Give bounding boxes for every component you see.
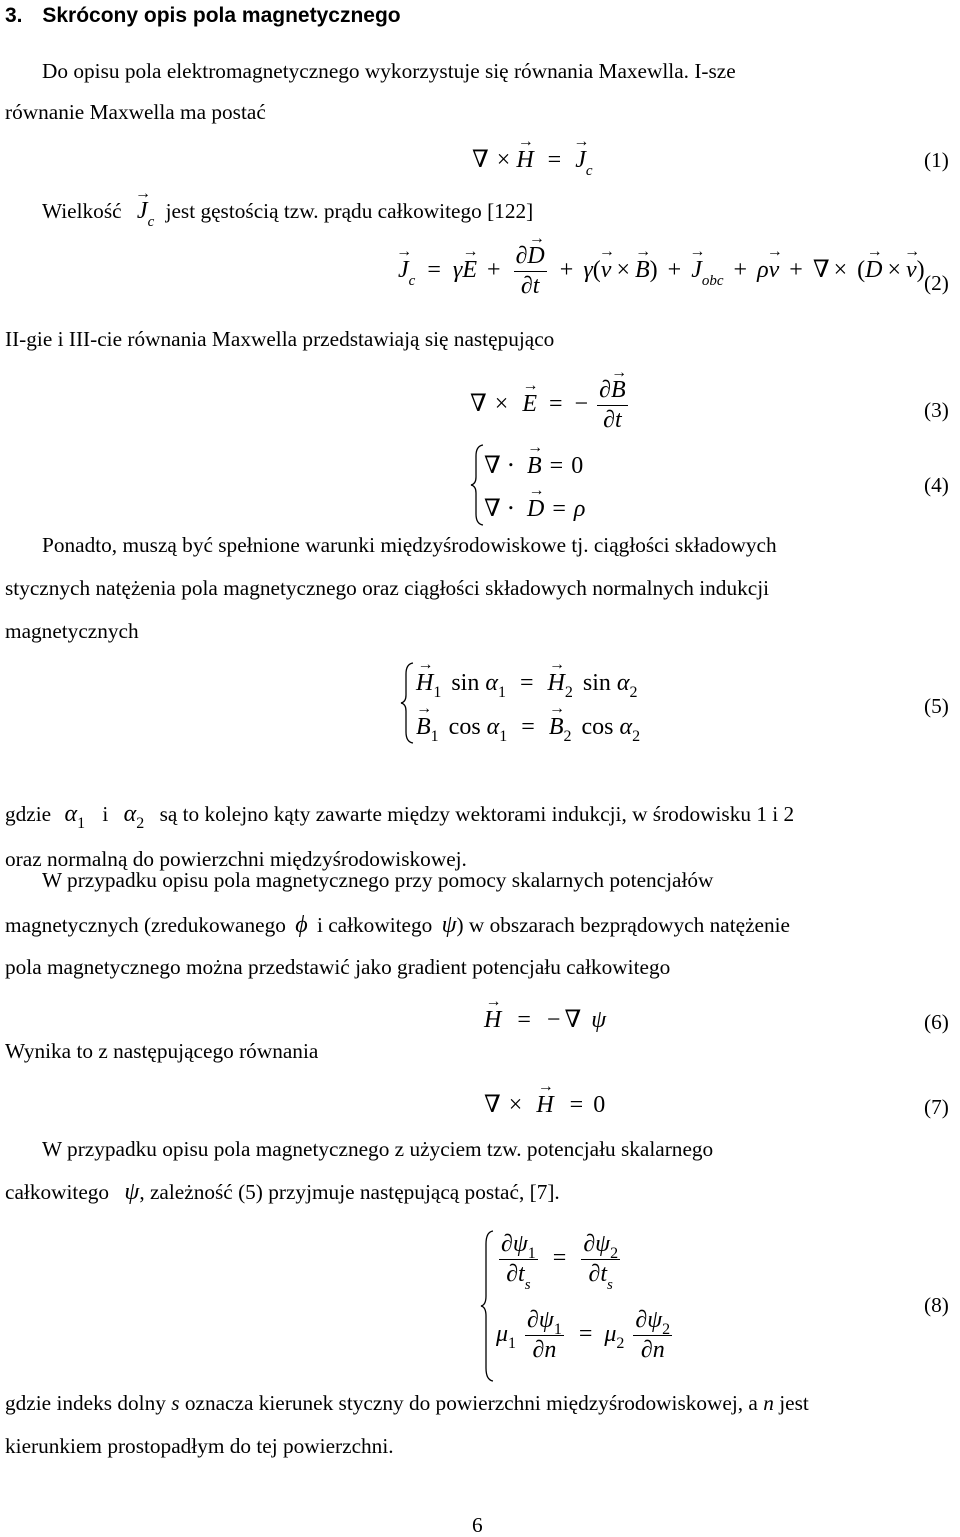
left-brace-icon <box>480 1230 494 1382</box>
equation-number: (4) <box>924 473 949 497</box>
paragraph-line: W przypadku opisu pola magnetycznego przy pomocy skalarnych potencjałów <box>42 868 714 892</box>
paragraph-line: równanie Maxwella ma postać <box>5 100 266 124</box>
equation-8b: $\mu_1$ $\frac{\partial\psi_1}{\partial n}$ = $\mu_2$ $\frac{\partial\psi_2}{\partial n}$ <box>496 1307 671 1364</box>
paragraph-line: Wielkość → $J_c$ jest gęstością tzw. prądu całkowitego [122] <box>42 199 533 223</box>
equation-4a: ∇ ⋅ → B = 0 <box>484 451 583 480</box>
section-title: Skrócony opis pola magnetycznego <box>42 4 401 27</box>
equation-5a: → $H_1$ $\sin \alpha_1$ = → $H_2$ $\sin \alpha_2$ <box>416 670 637 697</box>
paragraph-line: oraz normalną do powierzchni międzyśrodowiskowej. <box>5 847 467 871</box>
paragraph-line: stycznych natężenia pola magnetycznego oraz ciągłości składowych normalnych indukcji <box>5 576 770 600</box>
paragraph-line: gdzie indeks dolny s oznacza kierunek styczny do powierzchni międzyśrodowiskowej, a n jest <box>5 1391 809 1415</box>
paragraph-line: gdzie $\alpha_1$ i $\alpha_2$ są to kolejno kąty zawarte między wektorami indukcji, w środowisku 1 i 2 <box>5 801 795 832</box>
paragraph-line: magnetycznych <box>5 619 139 643</box>
paragraph-line: Do opisu pola elektromagnetycznego wykorzystuje się równania Maxewlla. I-sze <box>42 59 736 83</box>
equation-number: (7) <box>924 1095 949 1119</box>
section-heading <box>5 4 401 28</box>
paragraph-line: Wynika to z następującego równania <box>5 1039 319 1063</box>
left-brace-icon <box>400 662 414 744</box>
equation-number: (5) <box>924 694 949 718</box>
paragraph-line: kierunkiem prostopadłym do tej powierzchni. <box>5 1434 394 1458</box>
paragraph-line: całkowitego ψ, zależność (5) przyjmuje następującą postać, [7]. <box>5 1179 560 1205</box>
paragraph-line: II-gie i III-cie równania Maxwella przedstawiają się następująco <box>5 327 555 351</box>
equation-4b: ∇ ⋅ → D = ρ <box>484 494 585 523</box>
equation-number: (2) <box>924 271 949 295</box>
equation-7: ∇ × → H = 0 <box>484 1090 605 1119</box>
equation-number: (3) <box>924 398 949 422</box>
equation-8a: $\frac{\partial\psi_1}{\partial t_s}$ = $\frac{\partial\psi_2}{\partial t_s}$ <box>501 1231 619 1294</box>
equation-number: (6) <box>924 1010 949 1034</box>
equation-5b: → $B_1$ $\cos \alpha_1$ = → $B_2$ $\cos \alpha_2$ <box>416 714 640 741</box>
paragraph-line: W przypadku opisu pola magnetycznego z użyciem tzw. potencjału skalarnego <box>42 1137 714 1161</box>
paragraph-line: pola magnetycznego można przedstawić jako gradient potencjału całkowitego <box>5 955 671 979</box>
equation-number: (1) <box>924 148 949 172</box>
equation-2: → $J_c = \gamma\to E$ + $\frac{\partial\to D}{\partial t}$ + γ(→ v ×→ B) + → $J_{obc} + \rho\to v$ + ∇ × (→ D ×→ v) <box>398 244 925 299</box>
paragraph-line: magnetycznych (zredukowanego ϕ i całkowitego ψ) w obszarach bezprądowych natężenie <box>5 912 790 938</box>
left-brace-icon <box>470 444 484 526</box>
equation-3: ∇ × → E = − $\frac{\partial\to B}{\partial t}$ <box>470 378 631 433</box>
equation-number: (8) <box>924 1293 949 1317</box>
equation-1: ∇ × → H = → $J_c$ <box>472 145 593 174</box>
equation-6: → H = − ∇ ψ <box>484 1005 606 1034</box>
paragraph-line: Ponadto, muszą być spełnione warunki międzyśrodowiskowe tj. ciągłości składowych <box>42 533 777 557</box>
section-number: 3. <box>5 4 23 27</box>
page-number: 6 <box>472 1513 483 1537</box>
